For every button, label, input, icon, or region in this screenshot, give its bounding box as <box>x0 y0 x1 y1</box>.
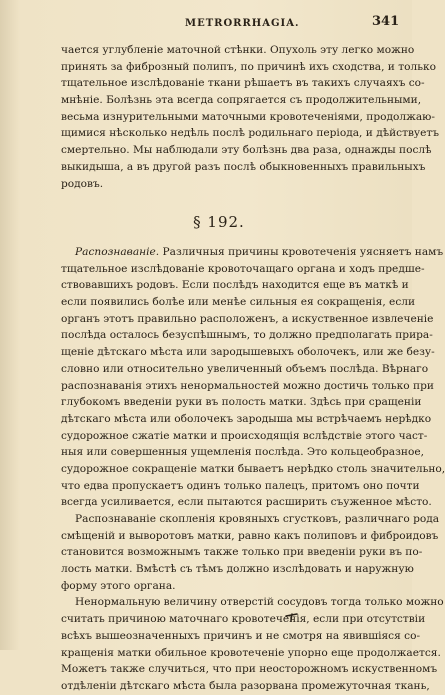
text-line: тщательное изслѣдованіе кровоточащаго органа и ходъ предше- <box>61 262 425 275</box>
paragraph-1 <box>61 42 440 192</box>
text-line: выкидыша, а въ другой разъ послѣ обыкновенныхъ правильныхъ <box>61 160 426 173</box>
text-line: щимися нѣсколько недѣль послѣ родильнаго періода, и дѣйствуетъ <box>61 127 440 140</box>
text-line: кращенія матки обильное кровотеченіе упорно еще продолжается. <box>61 646 441 659</box>
text-line: форму этого органа. <box>61 579 176 592</box>
text-line-first: Ненормальную величину отверстій сосудовъ тогда только можно <box>75 596 444 609</box>
first-line-rest: Различныя причины кровотеченія уясняетъ намъ <box>162 246 444 258</box>
text-line: смѣщеній и выворотовъ матки, равно какъ полиповъ и фиброидовъ <box>61 529 439 542</box>
text-line: чается углубленіе маточной стѣнки. Опухоль эту легко можно <box>61 44 415 56</box>
text-line: мнѣніе. Болѣзнь эта всегда сопрягается съ продолжительными, <box>61 94 422 107</box>
text-line: всѣхъ вышеозначенныхъ причинъ и не смотря на явившіяся со- <box>61 629 421 642</box>
text-line: родовъ. <box>61 177 104 190</box>
text-line: Можетъ также случиться, что при неосторожномъ искуственномъ <box>61 663 438 676</box>
text-line: органъ этотъ правильно расположенъ, а искуственное извлеченіе <box>61 312 434 325</box>
running-head <box>0 14 412 33</box>
ink-mark-icon <box>285 612 299 622</box>
paragraph-lead-italic: Распознаваніе. <box>75 246 160 258</box>
text-line-first: Распознаваніе скопленія кровяныхъ сгустковъ, различнаго рода <box>75 513 440 525</box>
text-line: послѣда осталось безуспѣшнымъ, то должно предполагать прира- <box>61 329 433 342</box>
text-line: считать причиною маточнаго кровотеченія, если при отсутствіи <box>61 613 426 626</box>
text-line: дѣтскаго мѣста или оболочекъ зародыша мы встрѣчаемъ нерѣдко <box>61 412 432 425</box>
text-line: лость матки. Вмѣстѣ съ тѣмъ должно изслѣдовать и наружную <box>61 563 414 576</box>
text-line: глубокомъ введеніи руки въ полость матки. Здѣсь при сращеніи <box>61 396 422 409</box>
text-line: становится возможнымъ также только при введеніи руки въ по- <box>61 546 423 559</box>
text-line: принять за фиброзный полипъ, по причинѣ ихъ сходства, и только <box>61 60 436 73</box>
text-line: всегда усиливается, если пытаются расширить съуженное мѣсто. <box>61 496 432 509</box>
page-number: 341 <box>372 14 400 29</box>
text-line: смертельно. Мы наблюдали эту болѣзнь два раза, однажды послѣ <box>61 144 432 157</box>
section-heading: § 192. <box>193 213 245 231</box>
text-line: словно или относительно увеличенный объемъ послѣда. Вѣрнаго <box>61 362 429 375</box>
text-line: если появились болѣе или менѣе сильныя ея сокращенія, если <box>61 296 416 309</box>
text-line: отдѣленіи дѣтскаго мѣста была разорвана промежуточная ткань, <box>61 679 430 692</box>
text-line: ствовавшихъ родовъ. Если послѣдъ находится еще въ маткѣ и <box>61 279 409 292</box>
text-line-first <box>61 244 444 261</box>
text-line: щеніе дѣтскаго мѣста или зародышевыхъ оболочекъ, или же безу- <box>61 346 435 359</box>
running-title: METRORRHAGIA. <box>185 18 300 29</box>
paragraph-2 <box>61 244 445 695</box>
text-line: ныя или совершенныя ущемленія послѣда. Это кольцеобразное, <box>61 446 424 459</box>
text-line: тщательное изслѣдованіе ткани рѣшаетъ въ такихъ случаяхъ со- <box>61 77 425 90</box>
text-line: распознаванія этихъ ненормальностей можно достичь только при <box>61 379 434 392</box>
text-line: что едва пропускаетъ одинъ только палецъ, притомъ оно почти <box>61 479 420 492</box>
text-line: весьма изнурительными маточными кровотеченіями, продолжаю- <box>61 110 435 123</box>
text-line: судорожное сжатіе матки и происходящія вслѣдствіе этого част- <box>61 429 428 442</box>
text-line: судорожное сокращеніе матки бываетъ нерѣдко столь значительно, <box>61 462 445 475</box>
